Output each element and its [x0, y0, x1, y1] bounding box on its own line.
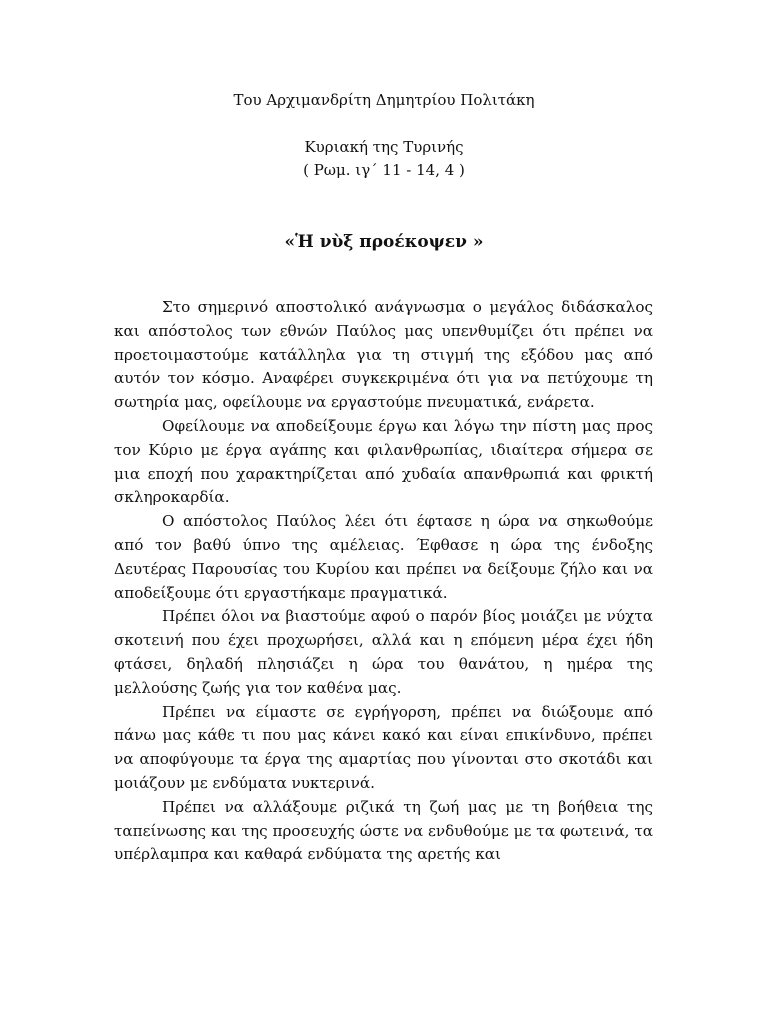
paragraph-4: Πρέπει όλοι να βιαστούμε αφού ο παρόν βίος μοιάζει με νύχτα σκοτεινή που έχει προχωρήσει, αλλά και η επόμενη μέρα έχει ήδη φτάσει, δηλαδή πλησιάζει η ώρα του θανάτου, η ημέρα της μελλούσης ζωής για τον καθένα μας.: [114, 607, 653, 697]
paragraph-6: Πρέπει να αλλάξουμε ριζικά τη ζωή μας με τη βοήθεια της ταπείνωσης και της προσευχής ώστε να ενδυθούμε με τα φωτεινά, τα υπέρλαμπρα και καθαρά ενδύματα της αρετής και: [114, 797, 653, 864]
paragraph-2: Οφείλουμε να αποδείξουμε έργω και λόγω την πίστη μας προς τον Κύριο με έργα αγάπης και φιλανθρωπίας, ιδιαίτερα σήμερα σε μια εποχή που χαρακτηρίζεται από χυδαία απανθρωπιά και φρικτή σκληροκαρδία.: [114, 416, 653, 507]
paragraph-3: Ο απόστολος Παύλος λέει ότι έφτασε η ώρα να σηκωθούμε από τον βαθύ ύπνο της αμέλειας. Έφθασε η ώρα της ένδοξης Δευτέρας Παρουσίας του Κυρίου και πρέπει να δείξουμε ζήλο και να αποδείξουμε ότι εργαστήκαμε πραγματικά.: [114, 512, 653, 602]
author-line: Του Αρχιμανδρίτη Δημητρίου Πολιτάκη: [233, 91, 535, 109]
scripture-reference: ( Ρωμ. ιγ΄ 11 - 14, 4 ): [303, 161, 465, 179]
sermon-title: «Ἡ νὺξ προέκοψεν »: [284, 232, 484, 252]
sunday-title: Κυριακή της Τυρινής: [304, 138, 464, 156]
paragraph-1: Στο σημερινό αποστολικό ανάγνωσμα ο μεγάλος διδάσκαλος και απόστολος των εθνών Παύλος μας υπενθυμίζει ότι πρέπει να προετοιμαστούμε κατάλληλα για τη στιγμή της εξόδου μας από αυτόν τον κόσμο. Αναφέρει συγκεκριμένα ότι για να πετύχουμε τη σωτηρία μας, οφείλουμε να εργαστούμε πνευματικά, ενάρετα.: [114, 298, 653, 412]
paragraph-5: Πρέπει να είμαστε σε εγρήγορση, πρέπει να διώξουμε από πάνω μας κάθε τι που μας κάνει κακό και είναι επικίνδυνο, πρέπει να αποφύγουμε τα έργα της αμαρτίας που γίνονται στο σκοτάδι και μοιάζουν με ενδύματα νυκτερινά.: [114, 702, 653, 792]
sermon-body: [114, 296, 653, 867]
